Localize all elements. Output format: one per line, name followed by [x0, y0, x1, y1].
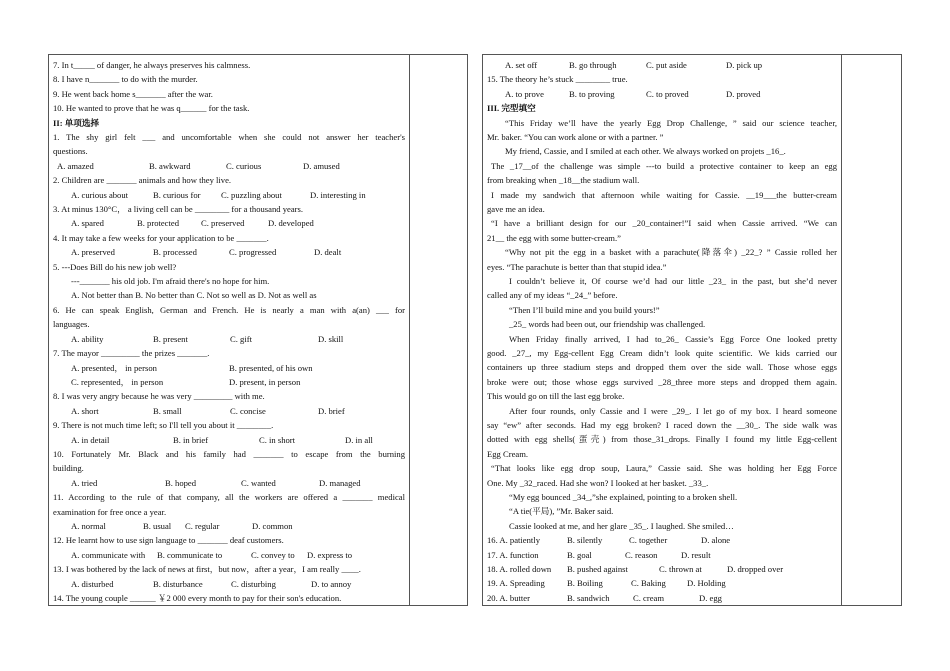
question-line: _25_ words had been out, our friendship was challenged. — [509, 319, 706, 330]
question-line: ---_______ his old job. I'm afraid there's no hope for him. — [71, 276, 270, 287]
answer-option: C. disturbing — [231, 578, 276, 589]
answer-option: A. set off — [505, 60, 538, 70]
answer-option: B. disturbance — [153, 578, 203, 589]
answer-option: B. usual — [143, 520, 172, 531]
answer-option: D. interesting in — [310, 189, 366, 200]
question-line: 11. According to the rule of that company, all the workers are offered a _______ medical — [53, 492, 405, 503]
right-question-lines — [483, 55, 841, 605]
question-line: 7. In t_____ of danger, he always preserves his calmness. — [53, 60, 251, 70]
question-line: 14. The young couple ______ ￥2 000 every month to pay for their son's education. — [53, 592, 342, 603]
question-line: “Why not pit the egg in a basket with a parachute(降落伞) _22_? ” Cassie rolled her — [505, 247, 837, 258]
answer-option: B. curious for — [153, 189, 201, 200]
answer-option: D. common — [252, 520, 293, 531]
answer-options-row — [53, 159, 405, 173]
answer-option: A. spared — [71, 218, 104, 229]
question-line: “My egg bounced _34_,”she explained, pointing to a broken shell. — [509, 491, 738, 502]
answer-options-row — [53, 519, 405, 533]
question-line: 6. He can speak English, German and French. He is nearly a man with a(an) ___ for — [53, 304, 405, 315]
question-line: 1. The shy girl felt ___ and uncomfortable when she could not answer her teacher's — [53, 132, 405, 143]
answer-option: A. to prove — [505, 88, 544, 99]
answer-option: 18. A. rolled down — [487, 564, 552, 574]
answer-option: B. go through — [569, 60, 617, 70]
answer-option: A. ability — [71, 333, 104, 344]
answer-options-row — [487, 591, 837, 605]
answer-option: C. curious — [226, 160, 262, 171]
question-line: 2. Children are _______ animals and how they live. — [53, 175, 232, 186]
answer-option: D. managed — [319, 477, 361, 488]
answer-option: C. progressed — [229, 247, 277, 258]
answer-option: B. pushed against — [567, 564, 628, 574]
right-question-column — [483, 55, 842, 605]
answer-options-row — [53, 288, 405, 302]
answer-options-row — [487, 576, 837, 590]
question-line: say “ew” after seconds. Had my egg broken? I raced down the __30_. The side walk was — [487, 419, 837, 430]
question-line: good. _27_, my Egg-cellent Egg Cream didn’t look quite scientific. We kids carried our — [487, 348, 837, 359]
answer-option: D. express to — [307, 549, 353, 560]
question-line: Mr. baker. “You can work alone or with a partner. ” — [487, 132, 664, 143]
right-notes-column — [842, 55, 901, 605]
question-line: examination for free once a year. — [53, 506, 167, 517]
question-line: After four rounds, only Cassie and I were _29_. I let go of my box. I heard someone — [509, 405, 837, 416]
answer-options-row — [487, 562, 837, 576]
answer-option: C. wanted — [241, 477, 276, 488]
answer-option: D. result — [681, 549, 711, 560]
answer-options-row — [487, 58, 837, 72]
answer-option: A. in detail — [71, 434, 110, 445]
question-line: 12. He learnt how to use sign language to _______ deaf customers. — [53, 535, 284, 546]
answer-option: B. Boiling — [567, 578, 603, 589]
answer-option: A. short — [71, 405, 99, 416]
answer-options-row — [487, 548, 837, 562]
answer-option: B. in brief — [173, 434, 209, 445]
answer-option: A. curious about — [71, 189, 129, 200]
question-line: One. My _32_raced. Had she won? I looked at her basket. _33_. — [487, 477, 709, 488]
answer-option: A. communicate with — [71, 549, 146, 560]
answer-option: B. protected — [137, 218, 179, 229]
answer-option: C. preserved — [201, 218, 245, 229]
answer-options-row — [53, 548, 405, 562]
question-line: questions. — [53, 146, 88, 157]
answer-option: A. Not better than B. No better than C. Not so well as D. Not as well as — [71, 290, 317, 301]
answer-options-row — [53, 433, 405, 447]
left-notes-column — [410, 55, 467, 605]
question-line: 8. I was very angry because he was very _________ with me. — [53, 391, 265, 402]
answer-option: 19. A. Spreading — [487, 578, 545, 589]
answer-option: B. to proving — [569, 88, 615, 99]
question-line: 21__ the egg with some butter-cream.” — [487, 232, 621, 243]
question-line: 9. He went back home s_______ after the war. — [53, 88, 213, 99]
question-line: I couldn’t believe it, Of course we’d had our little _23_ in the past, but she’d never — [509, 276, 837, 287]
question-line: “I have a brilliant design for our _20_container!”I said when Cassie arrived. “We can — [491, 218, 837, 229]
answer-option: B. hoped — [165, 477, 197, 488]
answer-option: B. awkward — [149, 160, 191, 171]
answer-option: D. pick up — [726, 60, 763, 70]
answer-option: B. present — [153, 333, 188, 344]
answer-option: B. goal — [567, 549, 592, 560]
answer-options-row — [487, 533, 837, 547]
answer-option: C. together — [629, 535, 668, 546]
question-line: 3. At minus 130°C， a living cell can be ________ for a thousand years. — [53, 204, 303, 215]
answer-option: D. dealt — [314, 247, 342, 258]
question-line: “A tie(平局), ”Mr. Baker said. — [509, 506, 614, 517]
question-line: 7. The mayor _________ the prizes _______. — [53, 348, 210, 359]
answer-option: A. tried — [71, 477, 98, 488]
answer-option: C. to proved — [646, 88, 689, 99]
left-question-column — [49, 55, 410, 605]
answer-option: 17. A. function — [487, 549, 539, 560]
left-question-lines — [49, 55, 409, 605]
question-line: containers up three stadium steps and dropped them over the side wall. Those whose eggs — [487, 362, 837, 373]
answer-option: A. normal — [71, 520, 106, 531]
answer-option: A. preserved — [71, 247, 115, 258]
question-line: Egg Cream. — [487, 448, 529, 459]
answer-option: C. concise — [230, 405, 266, 416]
answer-option: C. convey to — [251, 549, 295, 560]
section-heading: II: 单项选择 — [53, 117, 100, 128]
answer-option: B. sandwich — [567, 592, 610, 603]
question-line: dotted with egg shells(蛋壳) from those_31_drops. Finally I found my little Egg-cellent — [487, 434, 837, 445]
answer-options-row — [53, 577, 405, 591]
answer-option: D. in all — [345, 434, 373, 445]
question-line: languages. — [53, 319, 90, 330]
answer-option: A. presented， in person — [71, 362, 157, 373]
question-line: building. — [53, 463, 84, 474]
answer-option: D. to annoy — [311, 578, 352, 589]
question-line: called any of my ideas “_24_” before. — [487, 290, 618, 301]
answer-options-row — [53, 188, 405, 202]
answer-option: C. thrown at — [659, 564, 702, 574]
answer-option: D. proved — [726, 88, 761, 99]
answer-option: C. gift — [230, 333, 252, 344]
answer-option: B. communicate to — [157, 549, 223, 560]
answer-option: C. puzzling about — [221, 189, 282, 200]
answer-options-row — [53, 476, 405, 490]
answer-options-row — [53, 216, 405, 230]
question-line: 5. ---Does Bill do his new job well? — [53, 261, 177, 272]
question-line: Cassie looked at me, and her glare _35_. I laughed. She smiled… — [509, 520, 734, 531]
question-line: 9. There is not much time left; so I'll tell you about it ________. — [53, 420, 274, 431]
question-line: 13. I was bothered by the lack of news at first，but now，after a year，I am really ____. — [53, 564, 361, 575]
answer-options-row — [53, 361, 405, 375]
answer-options-row — [53, 332, 405, 346]
question-line: from breaking when _18__the stadium wall. — [487, 175, 640, 186]
answer-option: C. represented， in person — [71, 376, 164, 387]
question-line: “Then I’ll build mine and you build yours!” — [509, 304, 660, 315]
answer-option: A. amazed — [57, 160, 94, 171]
answer-option: C. regular — [185, 520, 220, 531]
answer-options-row — [53, 375, 405, 389]
answer-option: D. present, in person — [229, 376, 301, 387]
answer-option: B. small — [153, 405, 182, 416]
answer-option: D. brief — [318, 405, 345, 416]
answer-option: D. amused — [303, 160, 340, 171]
answer-option: A. disturbed — [71, 578, 114, 589]
answer-option: B. presented, of his own — [229, 362, 313, 373]
question-line: gave me an idea. — [487, 204, 545, 215]
question-line: This would go on till the last egg broke. — [487, 391, 625, 402]
answer-option: D. dropped over — [727, 564, 784, 574]
answer-option: D. alone — [701, 535, 731, 546]
answer-option: D. egg — [699, 592, 722, 603]
question-line: I made my sandwich that afternoon while waiting for Cassie. __19___the butter-cream — [491, 189, 837, 200]
question-line: 10. He wanted to prove that he was q______ for the task. — [53, 103, 250, 114]
answer-options-row — [53, 404, 405, 418]
question-line: 10. Fortunately Mr. Black and his family had _______ to escape from the burning — [53, 448, 405, 459]
question-line: “That looks like egg drop soup, Laura,” Cassie said. She was holding her Egg Force — [491, 463, 837, 474]
answer-option: B. silently — [567, 535, 603, 546]
answer-option: D. skill — [318, 333, 344, 344]
question-line: broke were out; those whose eggs survived _28_three more steps and dropped them again. — [487, 376, 837, 387]
answer-option: D. Holding — [687, 578, 726, 589]
question-line: eyes. “The parachute is better than that stupid idea.” — [487, 261, 667, 272]
question-line: The _17__of the challenge was simple ---to build a protective container to keep an egg — [491, 160, 837, 171]
answer-option: B. processed — [153, 247, 197, 258]
question-line: 8. I have n_______ to do with the murder. — [53, 74, 198, 85]
answer-option: 16. A. patiently — [487, 535, 540, 546]
answer-options-row — [487, 87, 837, 101]
section-heading: III. 完型填空 — [487, 103, 536, 114]
answer-option: C. reason — [625, 549, 658, 560]
answer-option: C. put aside — [646, 60, 687, 70]
question-line: 4. It may take a few weeks for your application to be _______. — [53, 232, 269, 243]
question-line: My friend, Cassie, and I smiled at each other. We always worked on projets _16_. — [505, 146, 786, 157]
answer-option: C. in short — [259, 434, 296, 445]
answer-option: C. cream — [633, 592, 665, 603]
answer-option: D. developed — [268, 218, 314, 229]
question-line: 15. The theory he’s stuck ________ true. — [487, 74, 628, 85]
right-worksheet-page — [482, 54, 902, 606]
answer-option: 20. A. butter — [487, 592, 530, 603]
left-worksheet-page — [48, 54, 468, 606]
question-line: When Friday finally arrived, I had to_26_ Cassie’s Egg Force One looked pretty — [509, 333, 837, 344]
answer-option: C. Baking — [631, 578, 666, 589]
answer-options-row — [53, 245, 405, 259]
question-line: “This Friday we’ll have the yearly Egg Drop Challenge, ” said our science teacher, — [505, 117, 837, 128]
